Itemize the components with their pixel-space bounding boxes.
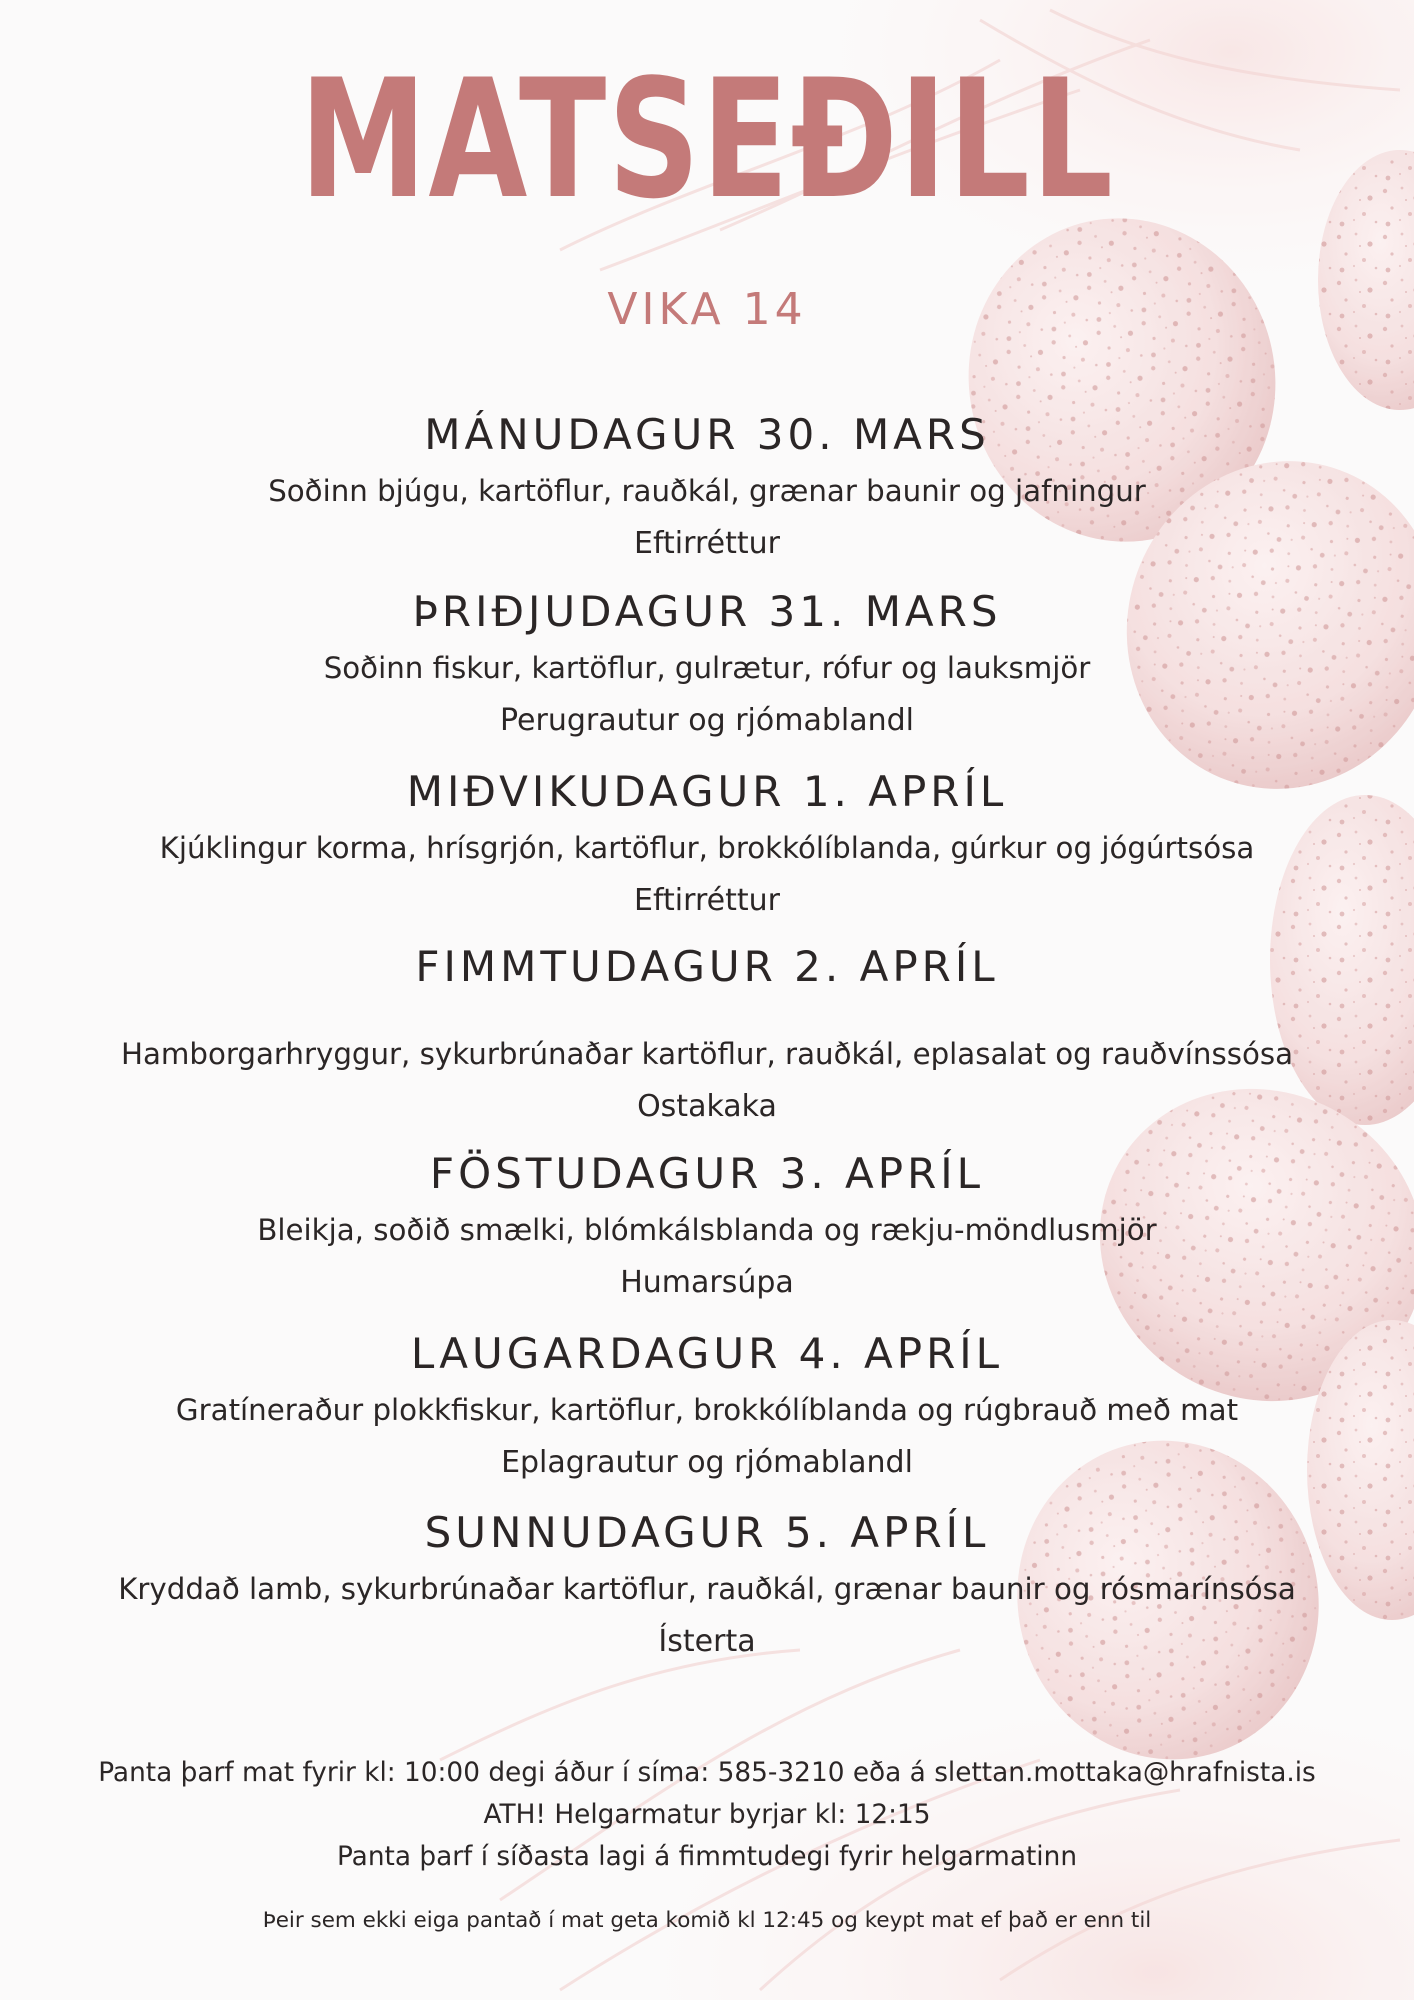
day-heading: LAUGARDAGUR 4. APRÍL (410, 1329, 1004, 1378)
order-info-line: Panta þarf mat fyrir kl: 10:00 degi áður í síma: 585-3210 eða á slettan.mottaka@hrafnista.is (98, 1758, 1316, 1788)
dessert: Humarsúpa (620, 1265, 794, 1300)
day-sunday (0, 1506, 1414, 1662)
main-course: Bleikja, soðið smælki, blómkálsblanda og rækju-möndlusmjör (257, 1213, 1157, 1247)
dessert: Perugrautur og rjómablandl (500, 703, 914, 738)
day-heading: MÁNUDAGUR 30. MARS (424, 410, 990, 459)
main-course: Hamborgarhryggur, sykurbrúnaðar kartöflur, rauðkál, eplasalat og rauðvínssósa (120, 1037, 1294, 1071)
dessert: Ostakaka (637, 1089, 777, 1124)
day-friday (0, 1147, 1414, 1303)
week-label: VIKA 14 (607, 284, 807, 335)
day-thursday (0, 940, 1414, 1127)
main-course: Soðinn fiskur, kartöflur, gulrætur, rófur og lauksmjör (323, 651, 1091, 685)
day-monday (0, 408, 1414, 564)
order-info (0, 1752, 1414, 1878)
menu-title: MATSEÐILL (299, 44, 1115, 235)
day-wednesday (0, 765, 1414, 921)
main-course: Kjúklingur korma, hrísgrjón, kartöflur, brokkólíblanda, gúrkur og jógúrtsósa (159, 831, 1255, 865)
day-tuesday (0, 585, 1414, 741)
day-heading: FÖSTUDAGUR 3. APRÍL (429, 1149, 985, 1198)
dessert: Ísterta (658, 1624, 756, 1659)
day-heading: MIÐVIKUDAGUR 1. APRÍL (406, 767, 1008, 816)
dessert: Eftirréttur (634, 526, 780, 561)
weekend-order-deadline: Panta þarf í síðasta lagi á fimmtudegi fyrir helgarmatinn (336, 1842, 1078, 1872)
walk-in-note: Þeir sem ekki eiga pantað í mat geta komið kl 12:45 og keypt mat ef það er enn til (262, 1908, 1152, 1933)
day-heading: SUNNUDAGUR 5. APRÍL (424, 1508, 990, 1557)
weekend-notice: ATH! Helgarmatur byrjar kl: 12:15 (483, 1800, 931, 1830)
day-heading: ÞRIÐJUDAGUR 31. MARS (412, 587, 1002, 636)
main-course: Gratíneraður plokkfiskur, kartöflur, brokkólíblanda og rúgbrauð með mat (175, 1393, 1239, 1427)
day-saturday (0, 1327, 1414, 1483)
dessert: Eftirréttur (634, 883, 780, 918)
main-course: Soðinn bjúgu, kartöflur, rauðkál, grænar baunir og jafningur (268, 474, 1146, 508)
dessert: Eplagrautur og rjómablandl (501, 1445, 913, 1480)
main-course: Kryddað lamb, sykurbrúnaðar kartöflur, rauðkál, grænar baunir og rósmarínsósa (118, 1572, 1296, 1606)
day-heading: FIMMTUDAGUR 2. APRÍL (415, 942, 999, 991)
